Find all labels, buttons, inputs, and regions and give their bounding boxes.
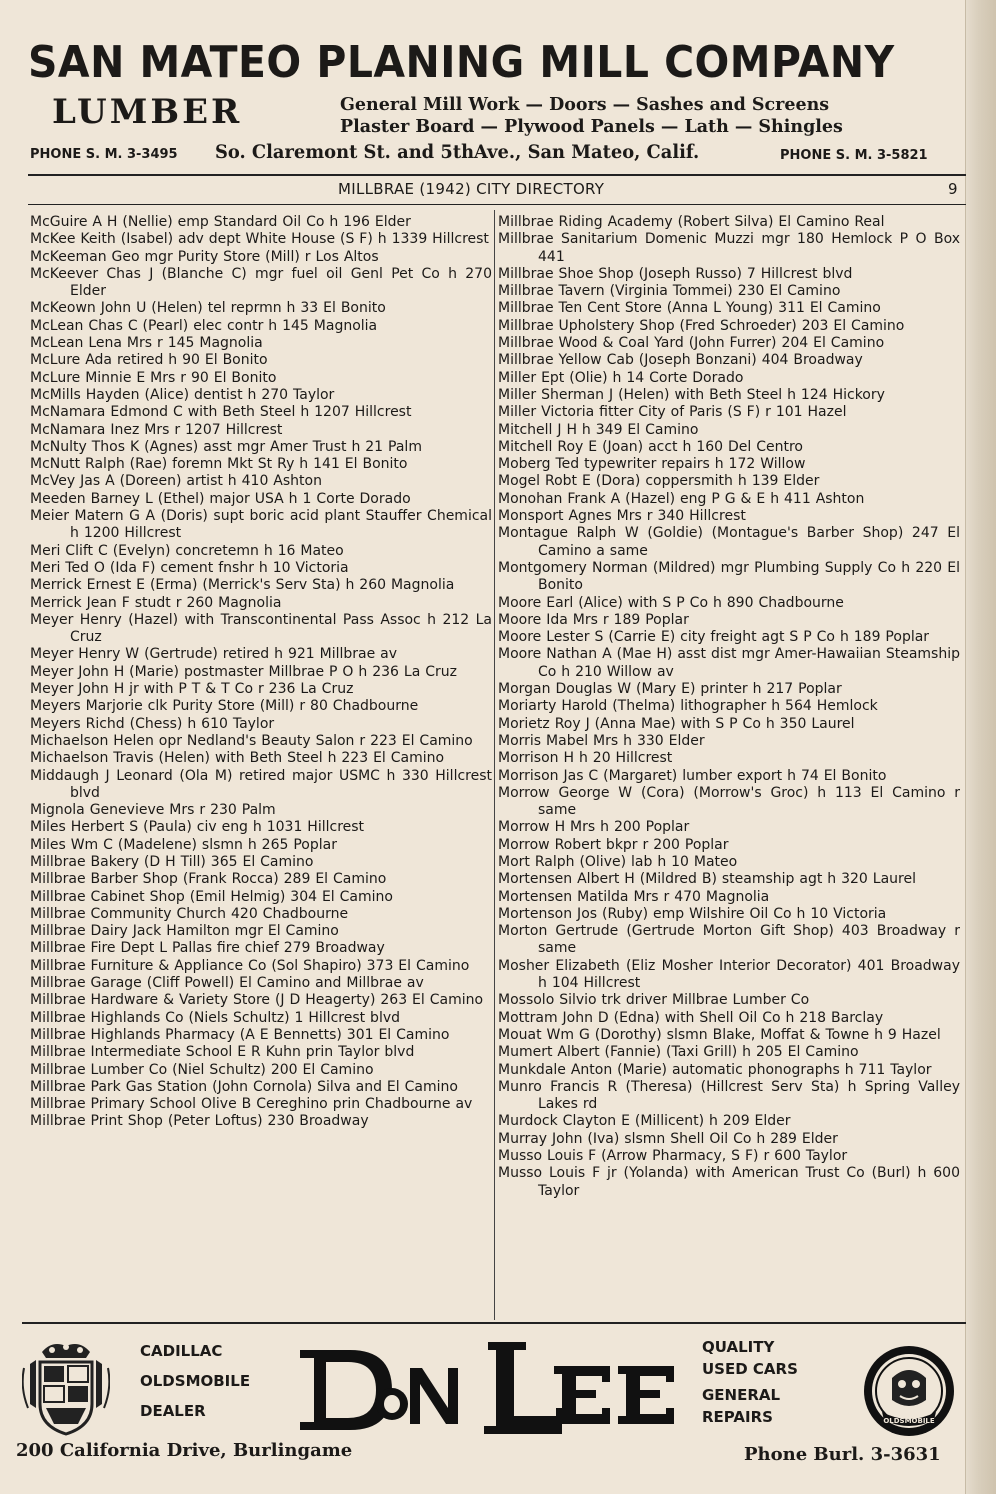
ad-products [340,94,960,138]
directory-entry: Millbrae Dairy Jack Hamilton mgr El Camino [30,923,339,940]
directory-entry: Munkdale Anton (Marie) automatic phonographs h 711 Taylor [498,1061,932,1078]
directory-entry: Middaugh J Leonard (Ola M) retired major USMC h 330 Hillcrest blvd [30,767,492,801]
directory-entry: McMills Hayden (Alice) dentist h 270 Taylor [30,386,335,403]
oldsmobile-label: OLDSMOBILE [140,1372,251,1390]
directory-entry: Mosher Elizabeth (Eliz Mosher Interior Decorator) 401 Broadway h 104 Hillcrest [498,957,960,992]
directory-entry: Millbrae Garage (Cliff Powell) El Camino and Millbrae av [30,975,424,992]
directory-column-left [30,214,492,1131]
directory-entry: Miller Sherman J (Helen) with Beth Steel h 124 Hickory [498,386,885,403]
directory-entry: Murdock Clayton E (Millicent) h 209 Elder [498,1113,791,1130]
dealer-phone: Phone Burl. 3-3631 [744,1444,941,1465]
directory-entry: McNutt Ralph (Rae) foremn Mkt St Ry h 141 El Bonito [30,456,408,473]
directory-entry: Meyer John H (Marie) postmaster Millbrae P O h 236 La Cruz [30,663,457,680]
directory-entry: Millbrae Hardware & Variety Store (J D Heagerty) 263 El Camino [30,992,484,1009]
directory-entry: Moriarty Harold (Thelma) lithographer h 564 Hemlock [498,698,878,715]
directory-entry: Mottram John D (Edna) with Shell Oil Co h 218 Barclay [498,1009,884,1026]
directory-entry: Mort Ralph (Olive) lab h 10 Mateo [498,853,738,870]
directory-entry: Millbrae Lumber Co (Niel Schultz) 200 El Camino [30,1061,374,1078]
directory-entry: Millbrae Yellow Cab (Joseph Bonzani) 404 Broadway [498,352,863,369]
directory-entry: Millbrae Ten Cent Store (Anna L Young) 311 El Camino [498,300,881,317]
directory-entry: Mumert Albert (Fannie) (Taxi Grill) h 205 El Camino [498,1044,859,1061]
directory-entry: Millbrae Intermediate School E R Kuhn prin Taylor blvd [30,1044,415,1061]
directory-entry: Morrison Jas C (Margaret) lumber export h 74 El Bonito [498,767,887,784]
directory-entry: Millbrae Community Church 420 Chadbourne [30,905,349,922]
directory-entry: Miles Herbert S (Paula) civ eng h 1031 Hillcrest [30,819,365,836]
directory-entry: Michaelson Travis (Helen) with Beth Steel h 223 El Camino [30,750,445,767]
directory-entry: Meyer John H jr with P T & T Co r 236 La Cruz [30,681,354,698]
directory-entry: Michaelson Helen opr Nedland's Beauty Salon r 223 El Camino [30,732,473,749]
page-edge [965,0,996,1494]
dealer-address: 200 California Drive, Burlingame [16,1440,353,1461]
directory-entry: Millbrae Cabinet Shop (Emil Helmig) 304 El Camino [30,888,393,905]
directory-entry: Mossolo Silvio trk driver Millbrae Lumber Co [498,992,810,1009]
directory-entry: Monohan Frank A (Hazel) eng P G & E h 411 Ashton [498,490,865,507]
directory-entry: Morgan Douglas W (Mary E) printer h 217 Poplar [498,681,842,698]
directory-column-right [498,214,960,1200]
directory-entry: Moore Lester S (Carrie E) city freight agt S P Co h 189 Poplar [498,629,930,646]
don-lee-logo [296,1338,688,1438]
directory-entry: Mortenson Jos (Ruby) emp Wilshire Oil Co h 10 Victoria [498,905,887,922]
directory-entry: Munro Francis R (Theresa) (Hillcrest Serv Sta) h Spring Valley Lakes rd [498,1078,960,1113]
directory-entry: Millbrae Barber Shop (Frank Rocca) 289 El Camino [30,871,387,888]
directory-entry: Merrick Jean F studt r 260 Magnolia [30,594,282,611]
directory-entry: McNamara Inez Mrs r 1207 Hillcrest [30,421,283,438]
oldsmobile-badge-icon [862,1344,956,1438]
directory-entry: Meyer Henry W (Gertrude) retired h 921 Millbrae av [30,646,398,663]
ad-phone-right: PHONE S. M. 3-5821 [780,148,928,163]
ad-lumber-label: LUMBER [52,92,243,132]
running-head: MILLBRAE (1942) CITY DIRECTORY [338,180,605,198]
cadillac-crest-icon [22,1338,110,1438]
directory-entry: Mortensen Matilda Mrs r 470 Magnolia [498,888,770,905]
directory-entry: McKeever Chas J (Blanche C) mgr fuel oil Genl Pet Co h 270 Elder [30,265,492,300]
ad-company-name: SAN MATEO PLANING MILL COMPANY [28,37,895,88]
directory-entry: McLean Chas C (Pearl) elec contr h 145 Magnolia [30,317,378,334]
directory-entry: Morietz Roy J (Anna Mae) with S P Co h 350 Laurel [498,715,855,732]
directory-entry: Miles Wm C (Madelene) slsmn h 265 Poplar [30,836,337,853]
directory-entry: McLean Lena Mrs r 145 Magnolia [30,335,263,352]
directory-entry: Meyers Marjorie clk Purity Store (Mill) r 80 Chadbourne [30,698,419,715]
directory-entry: Meier Matern G A (Doris) supt boric acid plant Stauffer Chemical h 1200 Hillcrest [30,508,492,542]
directory-entry: Morrow Robert bkpr r 200 Poplar [498,836,729,853]
directory-entry: Montgomery Norman (Mildred) mgr Plumbing Supply Co h 220 El Bonito [498,559,960,594]
directory-entry: Mortensen Albert H (Mildred B) steamship agt h 320 Laurel [498,871,916,888]
directory-entry: Millbrae Sanitarium Domenic Muzzi mgr 180 Hemlock P O Box 441 [498,231,960,265]
directory-entry: Millbrae Park Gas Station (John Cornola) Silva and El Camino [30,1078,458,1095]
directory-entry: Millbrae Print Shop (Peter Loftus) 230 Broadway [30,1113,369,1130]
directory-entry: Millbrae Highlands Pharmacy (A E Bennetts) 301 El Camino [30,1026,450,1043]
directory-entry: Musso Louis F (Arrow Pharmacy, S F) r 600 Taylor [498,1148,848,1165]
directory-entry: Morrow George W (Cora) (Morrow's Groc) h 113 El Camino r same [498,784,960,819]
directory-entry: McVey Jas A (Doreen) artist h 410 Ashton [30,473,322,490]
directory-entry: Morris Mabel Mrs h 330 Elder [498,732,705,749]
directory-entry: Millbrae Fire Dept L Pallas fire chief 279 Broadway [30,940,385,957]
directory-entry: Millbrae Highlands Co (Niels Schultz) 1 Hillcrest blvd [30,1009,401,1026]
directory-entry: Mitchell Roy E (Joan) acct h 160 Del Centro [498,438,803,455]
directory-entry: Mogel Robt E (Dora) coppersmith h 139 Elder [498,473,820,490]
directory-entry: Murray John (Iva) slsmn Shell Oil Co h 289 Elder [498,1130,838,1147]
directory-entry: Millbrae Primary School Olive B Cereghino prin Chadbourne av [30,1096,473,1113]
directory-entry: Moore Nathan A (Mae H) asst dist mgr Amer-Hawaiian Steamship Co h 210 Willow av [498,646,960,680]
used-cars-label: USED CARS [702,1360,798,1378]
directory-entry: McNulty Thos K (Agnes) asst mgr Amer Trust h 21 Palm [30,438,422,455]
ad-address: So. Claremont St. and 5thAve., San Mateo, Calif. [215,141,700,163]
directory-entry: Moore Ida Mrs r 189 Poplar [498,611,689,628]
top-advertisement [0,0,996,172]
directory-entry: Miller Victoria fitter City of Paris (S F) r 101 Hazel [498,404,847,421]
quality-label: QUALITY [702,1338,775,1356]
directory-entry: Mouat Wm G (Dorothy) slsmn Blake, Moffat & Towne h 9 Hazel [498,1026,941,1043]
column-divider [494,210,495,1320]
directory-entry: McLure Ada retired h 90 El Bonito [30,352,268,369]
directory-entry: Millbrae Bakery (D H Till) 365 El Camino [30,853,314,870]
directory-entry: Musso Louis F jr (Yolanda) with American Trust Co (Burl) h 600 Taylor [498,1165,960,1199]
directory-entry: Mignola Genevieve Mrs r 230 Palm [30,802,276,819]
directory-entry: Meyer Henry (Hazel) with Transcontinental Pass Assoc h 212 La Cruz [30,611,492,646]
directory-entry: Millbrae Wood & Coal Yard (John Furrer) 204 El Camino [498,335,885,352]
directory-entry: Meyers Richd (Chess) h 610 Taylor [30,715,275,732]
directory-entry: Millbrae Upholstery Shop (Fred Schroeder) 203 El Camino [498,317,905,334]
badge-text: OLDSMOBILE [883,1417,935,1425]
directory-entry: Millbrae Tavern (Virginia Tommei) 230 El Camino [498,283,841,300]
directory-entry: Meri Ted O (Ida F) cement fnshr h 10 Victoria [30,559,349,576]
header-rule [28,204,966,205]
directory-entry: Morton Gertrude (Gertrude Morton Gift Shop) 403 Broadway r same [498,923,960,957]
repairs-label: REPAIRS [702,1408,773,1426]
directory-entry: Millbrae Shoe Shop (Joseph Russo) 7 Hillcrest blvd [498,265,853,282]
directory-entry: Monsport Agnes Mrs r 340 Hillcrest [498,508,746,525]
directory-entry: Montague Ralph W (Goldie) (Montague's Barber Shop) 247 El Camino a same [498,525,960,559]
directory-entry: Moore Earl (Alice) with S P Co h 890 Chadbourne [498,594,844,611]
directory-entry: McKee Keith (Isabel) adv dept White House (S F) h 1339 Hillcrest [30,231,489,248]
directory-entry: Moberg Ted typewriter repairs h 172 Willow [498,456,806,473]
directory-entry: Millbrae Furniture & Appliance Co (Sol Shapiro) 373 El Camino [30,957,470,974]
ad-products-line-1: General Mill Work — Doors — Sashes and Screens [340,94,830,115]
top-rule [28,174,966,176]
directory-entry: Meri Clift C (Evelyn) concretemn h 16 Mateo [30,542,344,559]
ad-products-line-2: Plaster Board — Plywood Panels — Lath — Shingles [340,116,843,137]
directory-entry: Meeden Barney L (Ethel) major USA h 1 Corte Dorado [30,490,411,507]
directory-entry: McLure Minnie E Mrs r 90 El Bonito [30,369,277,386]
general-label: GENERAL [702,1386,781,1404]
directory-entry: Morrow H Mrs h 200 Poplar [498,819,690,836]
dealer-lines [140,1336,250,1426]
directory-entry: Miller Ept (Olie) h 14 Corte Dorado [498,369,744,386]
directory-entry: Merrick Ernest E (Erma) (Merrick's Serv Sta) h 260 Magnolia [30,577,455,594]
directory-entry: McKeown John U (Helen) tel reprmn h 33 El Bonito [30,300,386,317]
directory-entry: Morrison H h 20 Hillcrest [498,750,673,767]
ad-phone-left: PHONE S. M. 3-3495 [30,147,178,162]
dealer-label: DEALER [140,1402,206,1420]
directory-entry: McKeeman Geo mgr Purity Store (Mill) r Los Altos [30,248,379,265]
page-number: 9 [948,180,958,198]
directory-entry: McGuire A H (Nellie) emp Standard Oil Co h 196 Elder [30,214,411,230]
service-lines [702,1336,798,1428]
directory-entry: Millbrae Riding Academy (Robert Silva) El Camino Real [498,214,885,230]
directory-entry: McNamara Edmond C with Beth Steel h 1207 Hillcrest [30,404,412,421]
directory-entry: Mitchell J H h 349 El Camino [498,421,699,438]
cadillac-label: CADILLAC [140,1342,223,1360]
